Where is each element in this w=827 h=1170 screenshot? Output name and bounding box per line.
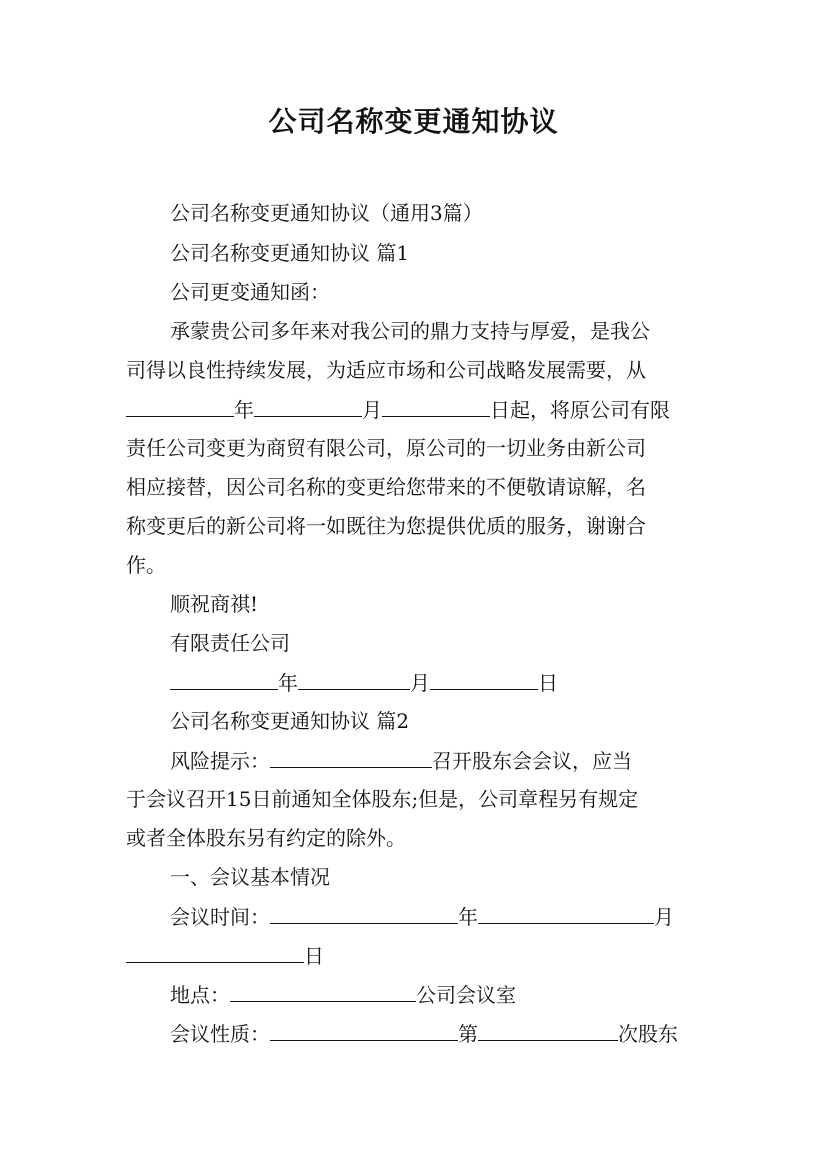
blank-risk (270, 747, 432, 768)
date-line (170, 669, 558, 696)
para1-line5: 相应接替，因公司名称的变更给您带来的不便敬请谅解，名 (126, 475, 646, 499)
date-day-label: 日 (538, 671, 558, 695)
section2-heading: 公司名称变更通知协议 篇2 (170, 709, 410, 733)
blank-date-day (430, 669, 538, 690)
document-title: 公司名称变更通知协议 (268, 105, 559, 138)
para1-line4: 责任公司变更为商贸有限公司，原公司的一切业务由新公司 (126, 436, 646, 460)
nature-label: 会议性质： (170, 1022, 270, 1046)
nature-mid: 第 (458, 1022, 478, 1046)
location-line (170, 981, 516, 1008)
subtitle: 公司名称变更通知协议（通用3篇） (170, 201, 483, 225)
risk-label: 风险提示： (170, 749, 270, 773)
blank-nature-count (478, 1020, 618, 1041)
meeting-time-line2 (126, 942, 324, 969)
closing: 顺祝商祺! (170, 592, 259, 616)
blank-date-year (170, 669, 278, 690)
time-month-label: 月 (654, 905, 674, 929)
para1-line2-text: 司得以良性持续发展，为适应市场和公司战略发展需要，从 (126, 358, 646, 382)
para1-line7: 作。 (126, 553, 166, 577)
blank-date-month (298, 669, 410, 690)
para1-line3 (126, 396, 670, 423)
risk-line1 (170, 747, 632, 774)
date-year-label: 年 (278, 671, 298, 695)
location-rest: 公司会议室 (416, 983, 516, 1007)
time-label: 会议时间： (170, 905, 270, 929)
location-label: 地点： (170, 983, 230, 1007)
para1-month-label: 月 (362, 398, 382, 422)
date-month-label: 月 (410, 671, 430, 695)
time-day-label: 日 (304, 944, 324, 968)
risk-line2: 于会议召开15日前通知全体股东;但是，公司章程另有规定 (126, 787, 639, 811)
para1-year-label: 年 (234, 398, 254, 422)
nature-line (170, 1020, 678, 1047)
blank-location (230, 981, 416, 1002)
signature: 有限责任公司 (170, 631, 290, 655)
para1-line3-rest: 日起，将原公司有限 (490, 398, 670, 422)
blank-day (382, 396, 490, 417)
notice-heading: 公司更变通知函： (170, 280, 330, 304)
time-year-label: 年 (458, 905, 478, 929)
para1-line1 (170, 318, 700, 344)
nature-rest: 次股东 (618, 1022, 678, 1046)
meeting-time-line (170, 903, 674, 930)
blank-month (254, 396, 362, 417)
blank-year (126, 396, 234, 417)
risk-line3: 或者全体股东另有约定的除外。 (126, 826, 406, 850)
para1-line1-text: 承蒙贵公司多年来对我公司的鼎力支持与厚爱，是我公 (170, 319, 650, 343)
para1-line2 (126, 357, 700, 383)
blank-time-month (478, 903, 654, 924)
para1-line6: 称变更后的新公司将一如既往为您提供优质的服务，谢谢合 (126, 514, 646, 538)
section1-heading: 公司名称变更通知协议 篇1 (170, 241, 410, 265)
meeting-heading: 一、会议基本情况 (170, 865, 330, 889)
blank-time-year (270, 903, 458, 924)
blank-nature (270, 1020, 458, 1041)
risk-rest: 召开股东会会议，应当 (432, 749, 632, 773)
blank-time-day (126, 942, 304, 963)
